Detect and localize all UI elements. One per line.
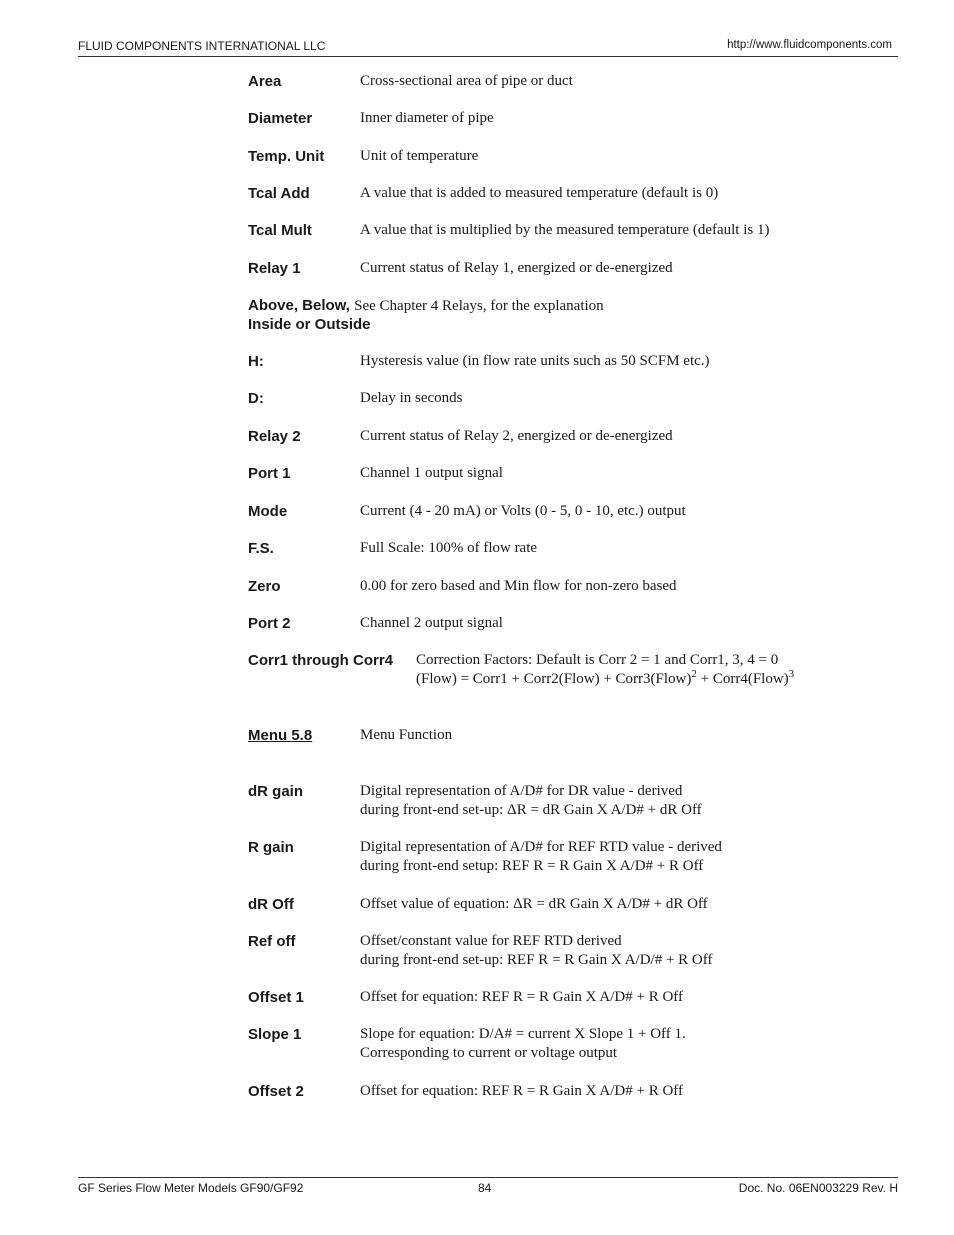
desc-tcal-add: A value that is added to measured temperature (default is 0) (360, 185, 719, 201)
doc-number: Doc. No. 06EN003229 Rev. H (738, 1181, 898, 1195)
term-inside-outside: Inside or Outside (248, 316, 371, 333)
desc-port-2: Channel 2 output signal (360, 615, 503, 631)
desc-corr-formula (416, 670, 794, 689)
term-relay-2: Relay 2 (248, 428, 301, 445)
term-above-below (248, 296, 604, 316)
term-offset-1: Offset 1 (248, 989, 304, 1006)
desc-port-1: Channel 1 output signal (360, 465, 503, 481)
desc-tcal-mult: A value that is multiplied by the measured temperature (default is 1) (360, 222, 770, 238)
desc-diameter: Inner diameter of pipe (360, 110, 494, 126)
term-area: Area (248, 73, 282, 90)
term-r-gain: R gain (248, 839, 294, 856)
corr-sup-2: 2 (691, 668, 697, 680)
desc-area: Cross-sectional area of pipe or duct (360, 73, 573, 89)
desc-h: Hysteresis value (in flow rate units such as 50 SCFM etc.) (360, 353, 710, 369)
footer-model: GF Series Flow Meter Models GF90/GF92 (78, 1181, 304, 1195)
term-corr: Corr1 through Corr4 (248, 652, 394, 669)
desc-fs: Full Scale: 100% of flow rate (360, 540, 538, 556)
term-tcal-add: Tcal Add (248, 185, 310, 202)
desc-dr-off: Offset value of equation: ΔR = dR Gain X A/D# + dR Off (360, 896, 708, 912)
term-ref-off: Ref off (248, 933, 296, 950)
desc-r-gain-2: during front-end setup: REF R = R Gain X A/D# + R Off (360, 858, 704, 874)
term-dr-gain: dR gain (248, 783, 303, 800)
page-number: 84 (478, 1181, 492, 1195)
term-h: H: (248, 353, 264, 370)
term-dr-off: dR Off (248, 896, 294, 913)
corr-formula-a: (Flow) = Corr1 + Corr2(Flow) + Corr3(Flow) (416, 671, 692, 687)
desc-relay-2: Current status of Relay 2, energized or de-energized (360, 428, 673, 444)
corr-sup-3: 3 (788, 668, 795, 680)
desc-mode: Current (4 - 20 mA) or Volts (0 - 5, 0 - 10, etc.) output (360, 503, 686, 519)
desc-slope-1: Slope for equation: D/A# = current X Slope 1 + Off 1. (360, 1026, 686, 1042)
term-d: D: (248, 390, 264, 407)
term-fs: F.S. (248, 540, 274, 557)
corr-formula-b: + Corr4(Flow) (696, 671, 789, 687)
term-menu-5-8: Menu 5.8 (248, 727, 313, 744)
desc-above-below: See Chapter 4 Relays, for the explanation (354, 298, 604, 314)
desc-menu-5-8: Menu Function (360, 727, 453, 743)
term-port-1: Port 1 (248, 465, 291, 482)
desc-slope-1-2: Corresponding to current or voltage output (360, 1045, 618, 1061)
term-above-below-text: Above, Below, (248, 297, 350, 314)
company-name: FLUID COMPONENTS INTERNATIONAL LLC (78, 39, 326, 53)
term-relay-1: Relay 1 (248, 260, 301, 277)
desc-zero: 0.00 for zero based and Min flow for non-zero based (360, 578, 677, 594)
desc-dr-gain-2: during front-end set-up: ΔR = dR Gain X A/D# + dR Off (360, 802, 702, 818)
term-offset-2: Offset 2 (248, 1083, 304, 1100)
desc-d: Delay in seconds (360, 390, 463, 406)
page-footer (78, 1177, 898, 1195)
term-port-2: Port 2 (248, 615, 291, 632)
term-tcal-mult: Tcal Mult (248, 222, 312, 239)
term-temp-unit: Temp. Unit (248, 148, 325, 165)
term-zero: Zero (248, 578, 281, 595)
term-slope-1: Slope 1 (248, 1026, 302, 1043)
company-url[interactable]: http://www.fluidcomponents.com (727, 39, 892, 51)
desc-ref-off-2: during front-end set-up: REF R = R Gain X A/D/# + R Off (360, 952, 713, 968)
desc-r-gain: Digital representation of A/D# for REF RTD value - derived (360, 839, 722, 855)
desc-ref-off: Offset/constant value for REF RTD derived (360, 933, 622, 949)
term-diameter: Diameter (248, 110, 313, 127)
term-mode: Mode (248, 503, 288, 520)
desc-offset-1: Offset for equation: REF R = R Gain X A/D# + R Off (360, 989, 684, 1005)
desc-corr: Correction Factors: Default is Corr 2 = 1 and Corr1, 3, 4 = 0 (416, 652, 779, 668)
desc-dr-gain: Digital representation of A/D# for DR value - derived (360, 783, 683, 799)
desc-relay-1: Current status of Relay 1, energized or de-energized (360, 260, 673, 276)
desc-temp-unit: Unit of temperature (360, 148, 479, 164)
page-header (78, 38, 898, 57)
desc-offset-2: Offset for equation: REF R = R Gain X A/D# + R Off (360, 1083, 684, 1099)
